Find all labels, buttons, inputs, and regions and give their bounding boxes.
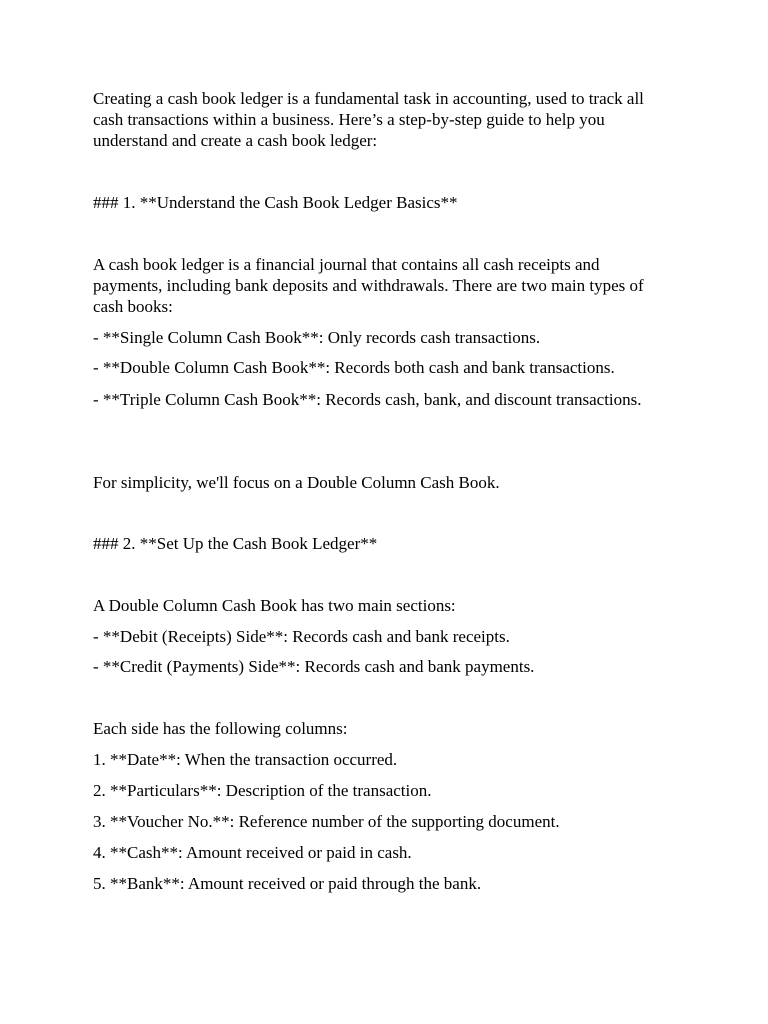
column-item-date: 1. **Date**: When the transaction occurred. xyxy=(93,750,398,769)
list-item-triple-column: - **Triple Column Cash Book**: Records cash, bank, and discount transactions. xyxy=(93,390,642,409)
section-1-heading: ### 1. **Understand the Cash Book Ledger Basics** xyxy=(93,193,458,212)
section-2-paragraph: A Double Column Cash Book has two main sections: xyxy=(93,596,456,615)
list-item-double-column: - **Double Column Cash Book**: Records both cash and bank transactions. xyxy=(93,358,615,377)
column-item-voucher-no: 3. **Voucher No.**: Reference number of the supporting document. xyxy=(93,812,560,831)
column-item-bank: 5. **Bank**: Amount received or paid through the bank. xyxy=(93,874,482,893)
list-item-credit-side: - **Credit (Payments) Side**: Records cash and bank payments. xyxy=(93,657,535,676)
intro-paragraph: Creating a cash book ledger is a fundamental task in accounting, used to track all cash transactions within a business. Here’s a step-by-step guide to help you understand and create a cash book ledger: xyxy=(93,89,644,150)
columns-intro: Each side has the following columns: xyxy=(93,719,348,738)
column-item-particulars: 2. **Particulars**: Description of the transaction. xyxy=(93,781,432,800)
simplicity-note: For simplicity, we'll focus on a Double Column Cash Book. xyxy=(93,473,500,492)
column-item-cash: 4. **Cash**: Amount received or paid in cash. xyxy=(93,843,412,862)
list-item-debit-side: - **Debit (Receipts) Side**: Records cash and bank receipts. xyxy=(93,627,510,646)
section-2-heading: ### 2. **Set Up the Cash Book Ledger** xyxy=(93,534,378,553)
list-item-single-column: - **Single Column Cash Book**: Only records cash transactions. xyxy=(93,328,541,347)
section-1-paragraph: A cash book ledger is a financial journal that contains all cash receipts and payments, including bank deposits and withdrawals. There are two main types of cash books: xyxy=(93,255,644,316)
